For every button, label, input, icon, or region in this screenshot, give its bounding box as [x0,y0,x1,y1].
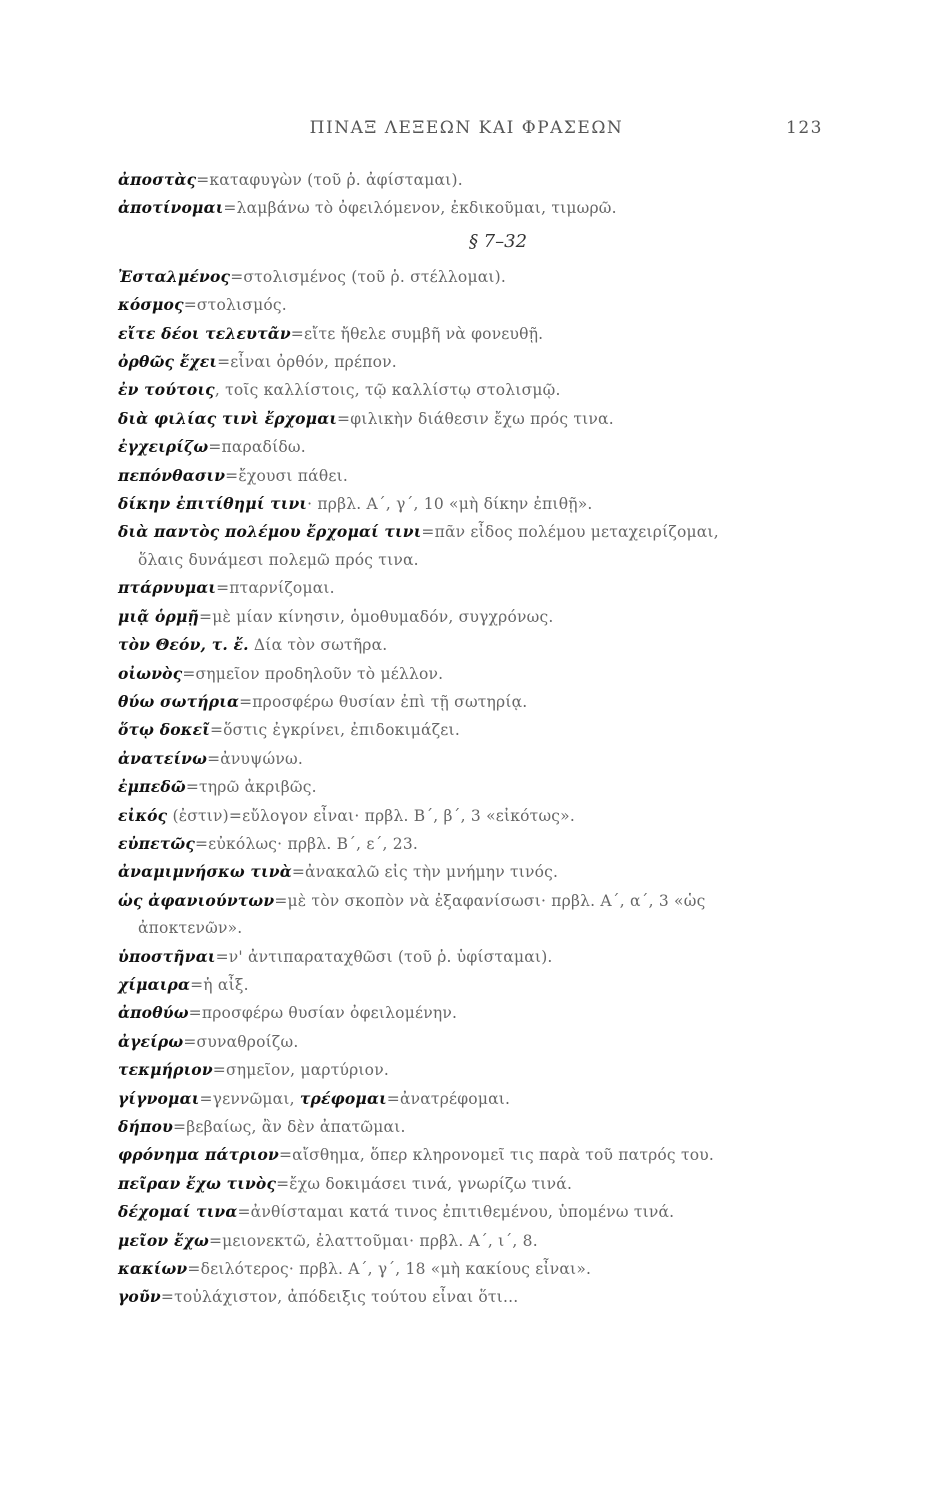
entry-definition: =προσφέρω θυσίαν ὀφειλομένην. [188,1004,458,1023]
glossary-entry [118,1056,818,1084]
entry-definition: =πᾶν εἶδος πολέμου μεταχειρίζομαι, [421,523,719,542]
entry-headword: γοῦν [118,1287,161,1307]
entry-definition: (ἐστιν)=εὔλογον εἶναι· πρβλ. Β΄, β΄, 3 «εἰκότως». [167,806,575,825]
entry-definition: =μὲ μίαν κίνησιν, ὁμοθυμαδόν, συγχρόνως. [199,607,554,626]
entry-definition: =αἴσθημα, ὅπερ κληρονομεῖ τις παρὰ τοῦ πατρός του. [278,1146,715,1165]
glossary-entry [118,1198,818,1226]
entry-headword: διὰ παντὸς πολέμου ἔρχομαί τινι [118,522,422,542]
entry-definition: =μειονεκτῶ, ἐλαττοῦμαι· πρβλ. Α΄, ι΄, 8. [208,1231,538,1250]
glossary-entry-continuation [118,547,818,574]
entry-definition: , τοῖς καλλίστοις, τῷ καλλίστῳ στολισμῷ. [214,381,561,400]
glossary-entry [118,1227,818,1255]
entry-definition: =ἔχω δοκιμάσει τινά, γνωρίζω τινά. [276,1174,573,1193]
entry-definition: =γεννῶμαι, [199,1089,300,1108]
entry-definition: =τοὐλάχιστον, ἀπόδειξις τούτου εἶναι ὅτι... [160,1288,519,1307]
entry-definition: =τηρῶ ἀκριβῶς. [185,778,317,797]
entry-headword: μεῖον ἔχω [118,1230,209,1250]
glossary-entry [118,660,818,688]
entry-headword: εἰκός [118,805,168,825]
entry-headword-secondary: τρέφομαι [299,1088,387,1108]
glossary-entry-continuation [118,915,818,942]
entry-headword: ἐγχειρίζω [118,437,209,457]
entry-definition: ἀποκτενῶν». [138,919,243,938]
entry-headword: Ἐσταλμένος [118,266,231,286]
entry-headword: πεῖραν ἔχω τινὸς [118,1173,277,1193]
glossary-entry [118,688,818,716]
glossary-entry [118,716,818,744]
entry-headword: χίμαιρα [118,974,191,994]
entry-headword: ὀρθῶς ἔχει [118,352,218,372]
entry-definition: =στολισμένος (τοῦ ῥ. στέλλομαι). [230,267,507,286]
glossary-entry [118,1085,818,1113]
entry-headword: ὅτῳ δοκεῖ [118,720,210,740]
entry-definition: ὅλαις δυνάμεσι πολεμῶ πρός τινα. [138,550,419,569]
entry-definition: =εἴτε ἤθελε συμβῆ νὰ φονευθῇ. [290,324,544,343]
glossary-entry [118,405,818,433]
section-heading: § 7–32 [468,230,528,252]
glossary-list [118,166,818,1312]
glossary-entry [118,1141,818,1169]
entry-definition: =βεβαίως, ἂν δὲν ἀπατῶμαι. [173,1118,406,1136]
glossary-entry [118,518,818,546]
entry-headword: ἀποτίνομαι [118,198,224,218]
entry-headword: κακίων [118,1259,188,1279]
entry-definition: =μὲ τὸν σκοπὸν νὰ ἐξαφανίσωσι· πρβλ. Α΄, α΄, 3 «ὡς [274,891,706,910]
entry-headword: μιᾷ ὁρμῇ [118,606,200,626]
entry-definition: Δία τὸν σωτῆρα. [248,636,388,655]
glossary-entry [118,194,818,222]
entry-headword: ἀγείρω [118,1031,184,1051]
entry-definition: =ἀνακαλῶ εἰς τὴν μνήμην τινός. [291,863,559,882]
entry-headword: ὑποστῆναι [118,946,216,966]
entry-headword: δίκην ἐπιτίθημί τινι [118,494,308,514]
entry-headword: οἰωνὸς [118,663,183,683]
glossary-entry [118,887,818,915]
entry-headword: ἀνατείνω [118,748,208,768]
entry-headword: φρόνημα πάτριον [118,1145,279,1165]
glossary-entry [118,263,818,291]
entry-definition: · πρβλ. Α΄, γ΄, 10 «μὴ δίκην ἐπιθῇ». [307,495,593,514]
entry-definition: =ἀνθίσταμαι κατά τινος ἐπιτιθεμένου, ὑπομένω τινά. [237,1203,675,1222]
entry-headword: γίγνομαι [118,1088,200,1108]
glossary-entry [118,462,818,490]
glossary-entry [118,745,818,773]
entry-headword: ἀποστὰς [118,170,197,189]
entry-definition: =ἔχουσι πάθει. [225,466,349,485]
glossary-entry [118,320,818,348]
glossary-entry [118,1028,818,1056]
entry-headword: τὸν Θεόν, τ. ἔ. [118,635,249,655]
entry-headword: θύω σωτήρια [118,691,240,711]
entry-headword: κόσμος [118,295,184,315]
entry-definition: =λαμβάνω τὸ ὀφειλόμενον, ἐκδικοῦμαι, τιμωρῶ. [223,199,617,218]
glossary-entry [118,376,818,404]
entry-definition: =στολισμός. [183,296,287,315]
entry-definition: =ὅστις ἐγκρίνει, ἐπιδοκιμάζει. [209,721,460,740]
glossary-entry [118,291,818,319]
entry-definition: =δειλότερος· πρβλ. Α΄, γ΄, 18 «μὴ κακίους εἶναι». [187,1260,592,1279]
glossary-entry [118,1113,818,1141]
entry-headword: πτάρνυμαι [118,578,217,598]
entry-definition: =συναθροίζω. [183,1032,299,1051]
entry-headword: ἐν τούτοις [118,380,215,400]
glossary-entry [118,802,818,830]
entry-definition: =εὐκόλως· πρβλ. Β΄, ε΄, 23. [194,834,419,853]
entry-headword: ἀποθύω [118,1003,189,1023]
glossary-entry [118,1283,818,1311]
entry-list [118,263,818,1312]
entry-definition: =ν' ἀντιπαραταχθῶσι (τοῦ ῥ. ὑφίσταμαι). [215,947,553,966]
glossary-entry [118,1170,818,1198]
glossary-entry [118,433,818,461]
glossary-entry [118,1255,818,1283]
entry-definition: =καταφυγὼν (τοῦ ῥ. ἀφίσταμαι). [196,171,463,189]
entry-headword: εὐπετῶς [118,833,195,853]
entry-headword: δήπου [118,1117,174,1136]
glossary-entry [118,858,818,886]
page-number: 123 [786,118,823,138]
glossary-entry [118,830,818,858]
entry-headword: ἐμπεδῶ [118,777,186,797]
glossary-entry [118,631,818,659]
glossary-entry [118,773,818,801]
glossary-entry [118,999,818,1027]
entry-definition: =πταρνίζομαι. [216,579,335,598]
entry-definition: =εἶναι ὀρθόν, πρέπον. [217,353,397,372]
glossary-entry [118,574,818,602]
entry-definition: =σημεῖον προδηλοῦν τὸ μέλλον. [182,664,444,683]
running-title: ΠΙΝΑΞ ΛΕΞΕΩΝ ΚΑΙ ΦΡΑΣΕΩΝ [309,118,624,138]
entry-definition: =παραδίδω. [208,438,306,457]
entry-headword: διὰ φιλίας τινὶ ἔρχομαι [118,408,338,428]
glossary-entry [118,971,818,999]
glossary-entry [118,166,818,194]
glossary-entry [118,348,818,376]
entry-definition: =προσφέρω θυσίαν ἐπὶ τῇ σωτηρίᾳ. [239,692,528,711]
entry-headword: τεκμήριον [118,1060,213,1080]
running-head [0,118,933,142]
entry-definition-secondary: =ἀνατρέφομαι. [386,1089,511,1108]
glossary-entry [118,943,818,971]
entry-headword: εἴτε δέοι τελευτᾶν [118,323,291,343]
glossary-entry [118,490,818,518]
entry-definition: =σημεῖον, μαρτύριον. [212,1061,389,1080]
entry-headword: πεπόνθασιν [118,465,226,485]
entry-definition: =φιλικὴν διάθεσιν ἔχω πρός τινα. [337,409,614,428]
entry-headword: δέχομαί τινα [118,1202,238,1222]
entry-definition: =ἡ αἶξ. [190,975,249,994]
entry-headword: ἀναμιμνήσκω τινὰ [118,862,292,882]
glossary-entry [118,603,818,631]
entry-definition: =ἀνυψώνω. [207,749,303,768]
entry-headword: ὡς ἀφανιούντων [118,890,275,910]
